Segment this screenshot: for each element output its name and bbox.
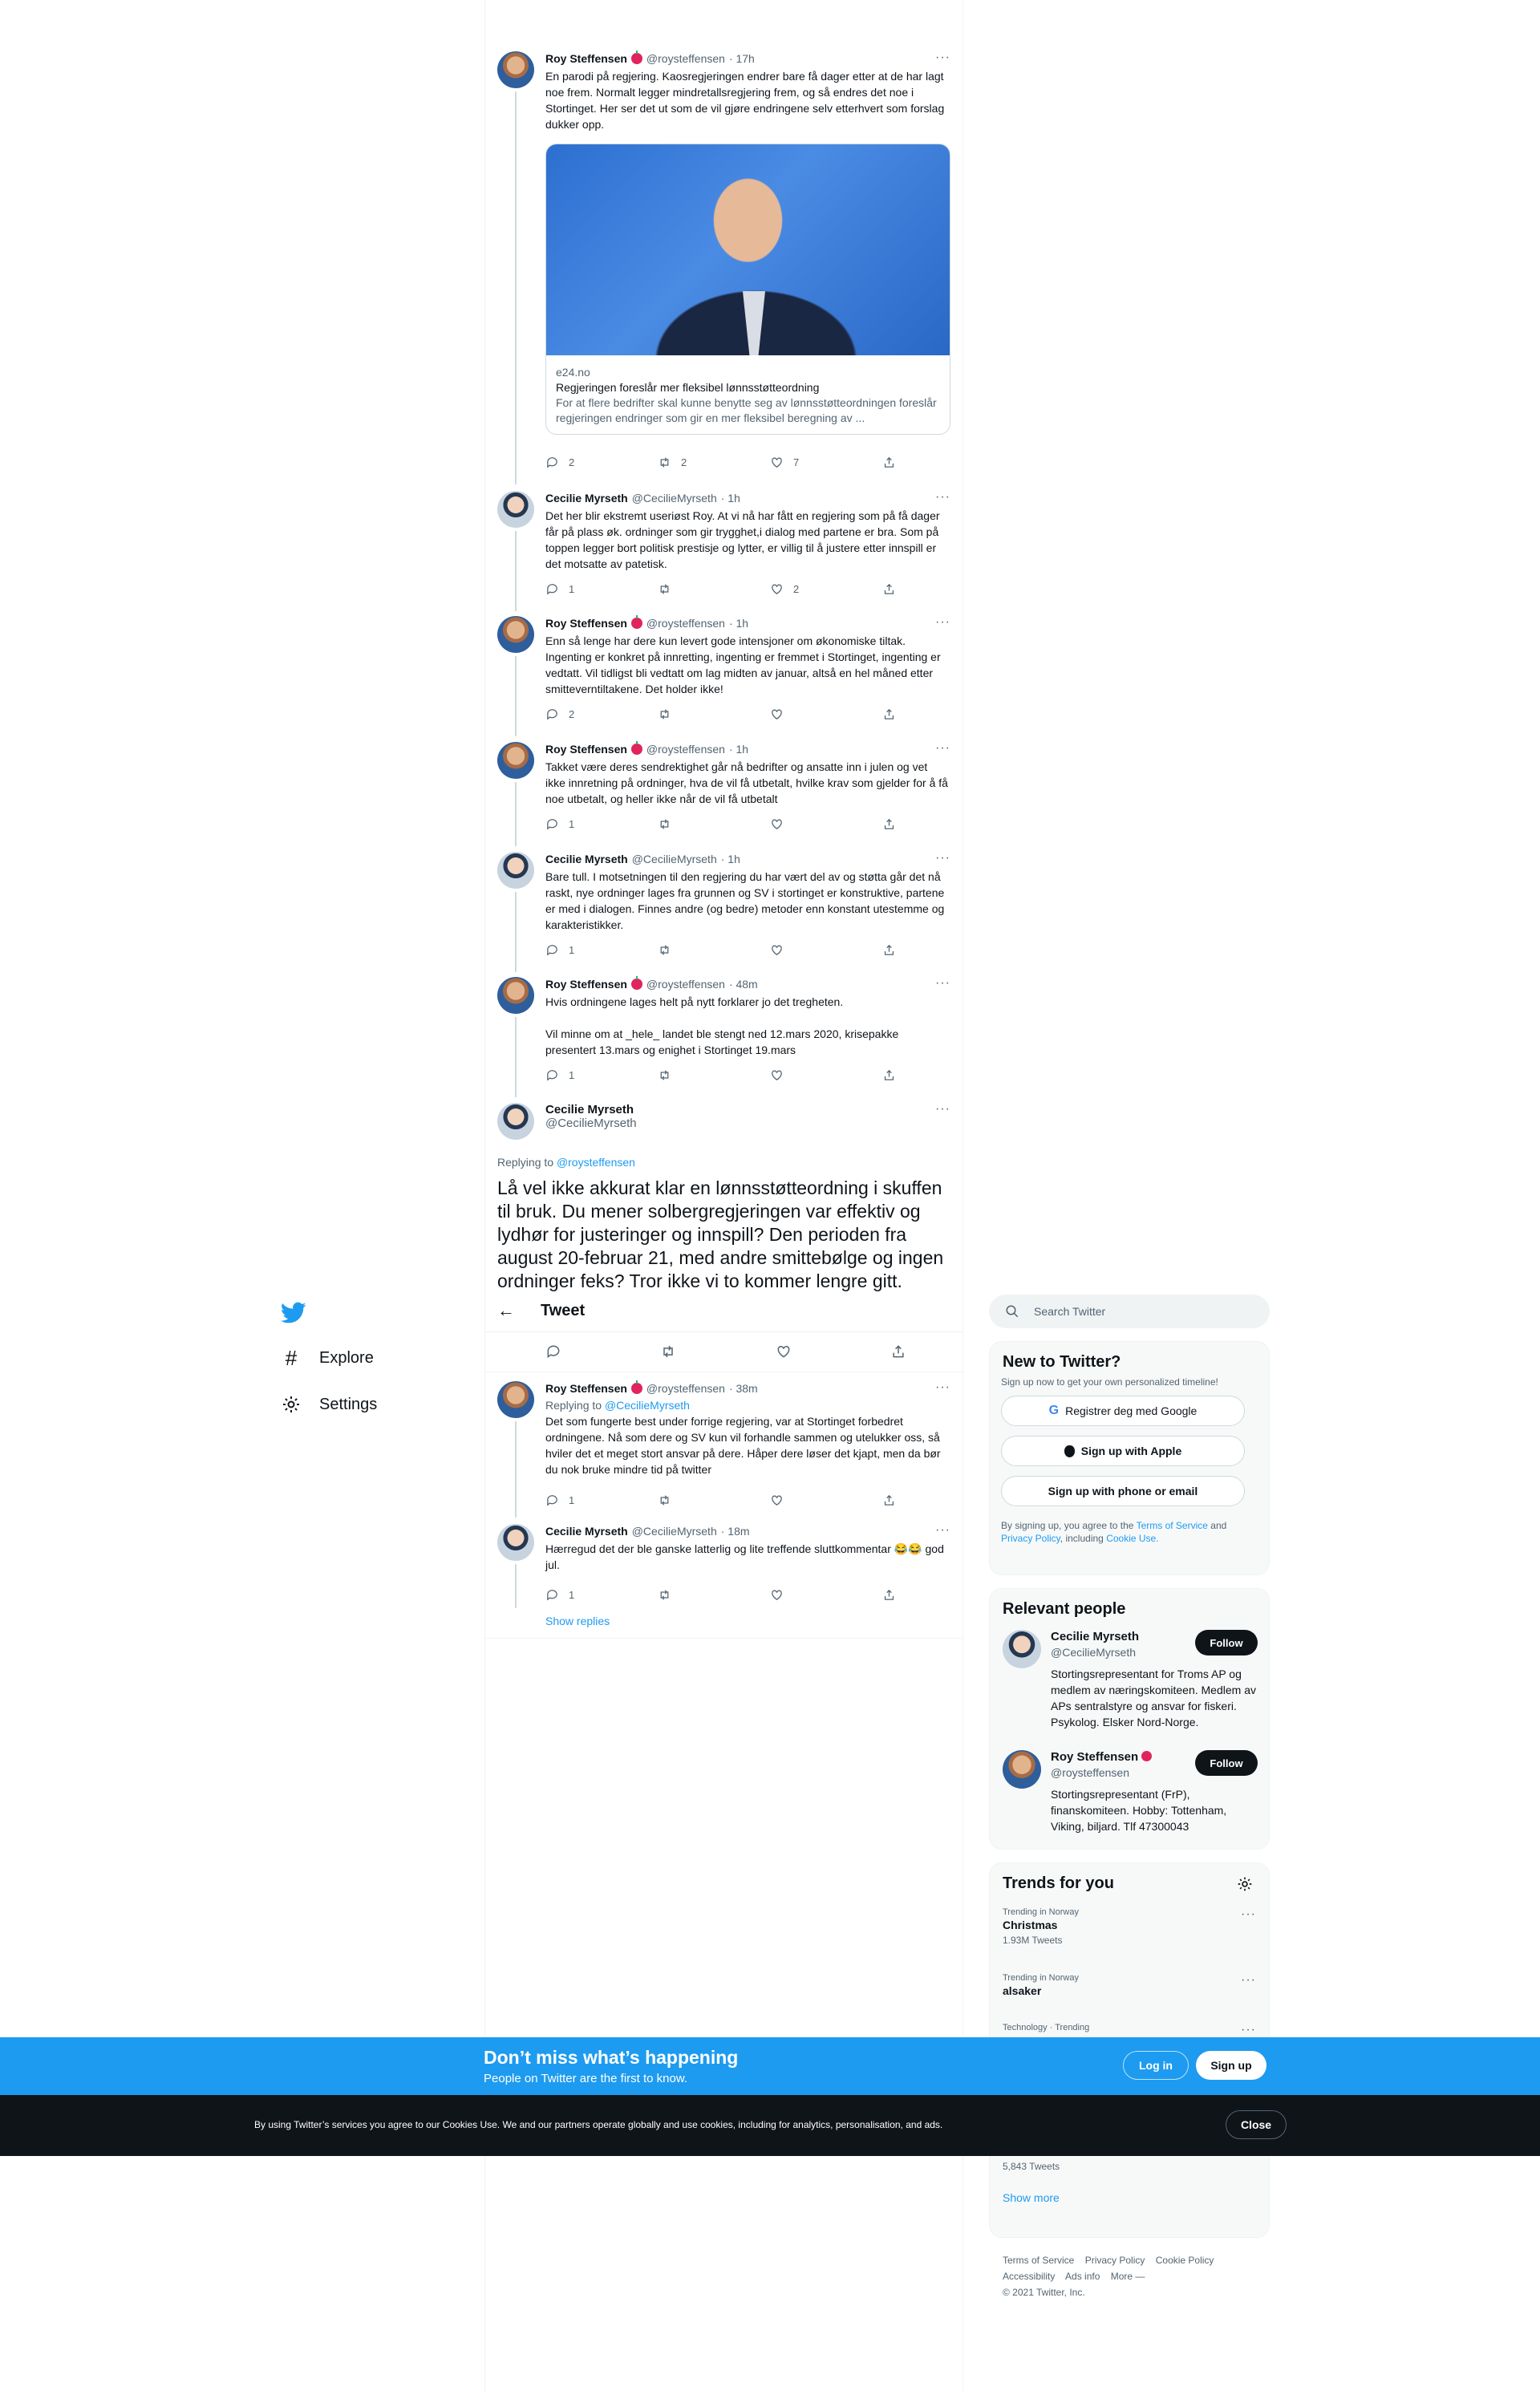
like-button[interactable] xyxy=(776,1343,840,1360)
nav-settings-label: Settings xyxy=(319,1395,378,1413)
retweet-button[interactable] xyxy=(658,1587,722,1603)
author-handle[interactable]: @CecilieMyrseth xyxy=(545,1116,637,1130)
replying-to-link[interactable]: @CecilieMyrseth xyxy=(604,1399,690,1412)
tweet-time[interactable]: · 17h xyxy=(728,52,755,65)
avatar[interactable] xyxy=(497,742,534,779)
heart-icon xyxy=(776,1343,792,1360)
tweet-actions xyxy=(545,454,898,470)
trend-context: Trending in Norway xyxy=(1003,1973,1079,1983)
person-bio: Stortingsrepresentant for Troms AP og medlem av næringskomiteen. Medlem av APs sentralstyre og ansvar for fiskeri. Psykolog. Elsker Nord-Norge. xyxy=(1051,1668,1256,1728)
retweet-button[interactable] xyxy=(658,816,722,832)
signup-legal: By signing up, you agree to the Terms of Service and Privacy Policy, including Cookie Use. xyxy=(1001,1520,1227,1544)
reply-icon xyxy=(545,1343,561,1360)
author-name[interactable]: Roy Steffensen xyxy=(545,617,627,630)
retweet-button[interactable] xyxy=(658,1067,722,1083)
more-options-icon[interactable]: ··· xyxy=(935,615,950,629)
reply-tweet[interactable] xyxy=(485,1524,962,1608)
reply-button[interactable]: 1 xyxy=(545,1067,610,1083)
retweet-icon xyxy=(658,1588,671,1602)
avatar[interactable] xyxy=(497,491,534,528)
reply-button[interactable]: 1 xyxy=(545,942,610,958)
link-card[interactable] xyxy=(545,144,950,435)
reply-icon xyxy=(545,1588,559,1602)
tweet-text: Hvis ordningene lages helt på nytt forklarer jo det tregheten. Vil minne om at _hele_ landet ble stengt ned 12.mars 2020, krisepakke presentert 13.mars og enighet i Stortinget 19.mars xyxy=(545,995,899,1056)
tweet-actions xyxy=(545,1492,898,1508)
heart-icon xyxy=(770,582,784,596)
thread-line xyxy=(515,1564,517,1608)
share-icon xyxy=(882,1068,896,1082)
panel-title: New to Twitter? xyxy=(1003,1353,1121,1371)
privacy-link[interactable]: Privacy Policy xyxy=(1001,1533,1060,1544)
login-button[interactable]: Log in xyxy=(1123,2051,1189,2080)
share-button[interactable] xyxy=(882,1587,898,1603)
replying-to: Replying to @roysteffensen xyxy=(497,1156,635,1169)
tweet[interactable] xyxy=(485,51,962,484)
page-header xyxy=(485,1293,962,1328)
like-button[interactable]: 2 xyxy=(770,581,834,597)
show-more-link[interactable]: Show more xyxy=(1003,2191,1060,2204)
replying-to-link[interactable]: @roysteffensen xyxy=(556,1156,635,1169)
author-handle[interactable]: @roysteffensen xyxy=(646,743,725,756)
retweet-button[interactable] xyxy=(658,706,722,722)
author-name[interactable]: Cecilie Myrseth xyxy=(545,853,628,865)
tweet-actions xyxy=(545,1067,898,1083)
signup-banner-headline: Don’t miss what’s happening xyxy=(484,2047,739,2068)
more-options-icon[interactable]: ··· xyxy=(935,741,950,755)
heart-icon xyxy=(770,1493,784,1507)
like-button[interactable] xyxy=(770,706,834,722)
heart-icon xyxy=(770,817,784,831)
author-handle[interactable]: @CecilieMyrseth xyxy=(631,853,717,865)
trend-item[interactable] xyxy=(990,1968,1269,2018)
heart-icon xyxy=(770,1588,784,1602)
reply-tweet[interactable] xyxy=(485,1381,962,1518)
more-options-icon[interactable]: ··· xyxy=(935,851,950,865)
more-options-icon[interactable]: ··· xyxy=(935,1523,950,1537)
apple-emoji-icon xyxy=(1141,1751,1152,1761)
retweet-icon xyxy=(658,1493,671,1507)
retweet-icon xyxy=(658,582,671,596)
tweet-text: Det her blir ekstremt useriøst Roy. At vi nå har fått en regjering som på få dager får på plass øk. ordninger som gir trygghet,i dialog med partene er bra. Som på toppen legger bort politisk prestisje og lytter, er villig til å justere etter innspill er det motsatte av patetisk. xyxy=(545,509,940,570)
thread-line xyxy=(515,656,517,736)
avatar[interactable] xyxy=(497,51,534,88)
reply-button[interactable]: 1 xyxy=(545,816,610,832)
heart-icon xyxy=(770,943,784,957)
like-button[interactable] xyxy=(770,1587,834,1603)
author-handle[interactable]: @roysteffensen xyxy=(646,978,725,991)
share-button[interactable] xyxy=(882,1067,898,1083)
relevant-people-panel xyxy=(989,1588,1270,1850)
tweet-time[interactable]: · 1h xyxy=(728,617,749,630)
nav-settings[interactable] xyxy=(281,1394,377,1415)
trend-context: Trending in Norway xyxy=(1003,1907,1079,1917)
footer-privacy-link[interactable]: Privacy Policy xyxy=(1084,2255,1145,2266)
reply-icon xyxy=(545,1068,559,1082)
share-button[interactable] xyxy=(882,1492,898,1508)
tweet-header xyxy=(545,1381,950,1396)
thread-line xyxy=(515,892,517,972)
trend-name: alsaker xyxy=(1003,1984,1042,1997)
like-button[interactable] xyxy=(770,1067,834,1083)
trend-count: 1.93M Tweets xyxy=(1003,1935,1063,1946)
card-image xyxy=(546,144,950,355)
share-icon xyxy=(882,1588,896,1602)
tweet-text: Det som fungerte best under forrige regjering, var at Stortinget forbedret ordningene. Nå som dere og SV kun vil forhandle sammen og utelukker oss, så hviler det et meget stort ansvar på dere. Håper dere løser det kjapt, men da bør du nok bruke mindre tid på twitter xyxy=(545,1415,941,1476)
google-icon: G xyxy=(1048,1404,1060,1417)
tweet-actions xyxy=(545,942,898,958)
thread-line xyxy=(515,1017,517,1097)
signup-button[interactable]: Sign up xyxy=(1196,2051,1266,2080)
person-bio: Stortingsrepresentant (FrP), finanskomiteen. Hobby: Tottenham, Viking, biljard. Tlf 47300043 xyxy=(1051,1788,1227,1833)
follow-button[interactable]: Follow xyxy=(1195,1630,1258,1655)
tweet-actions xyxy=(545,706,898,722)
tweet-header xyxy=(545,852,950,866)
tweet-text: Takket være deres sendrektighet går nå bedrifter og ansatte inn i julen og vet ikke innretning på ordninger, hva de vil få utbetalt, hvilke krav som gjelder for å få noe utbetalt, og heller ikke når de vil få utbetalt xyxy=(545,760,948,805)
signup-banner xyxy=(0,2037,1540,2095)
new-to-twitter-panel xyxy=(989,1341,1270,1575)
person-card[interactable] xyxy=(990,1630,1269,1750)
author-name[interactable]: Roy Steffensen xyxy=(545,978,627,991)
person-name[interactable]: Roy Steffensen xyxy=(1051,1750,1152,1764)
signup-banner-subtitle: People on Twitter are the first to know. xyxy=(484,2072,688,2085)
apple-emoji-icon xyxy=(631,53,642,64)
page-title: Tweet xyxy=(541,1301,586,1319)
apple-emoji-icon xyxy=(631,1383,642,1394)
retweet-button[interactable] xyxy=(660,1343,724,1360)
author-name[interactable]: Cecilie Myrseth xyxy=(545,492,628,505)
author-handle[interactable]: @roysteffensen xyxy=(646,1382,725,1395)
share-button[interactable] xyxy=(882,816,898,832)
tweet-header xyxy=(545,977,950,991)
divider xyxy=(485,1331,962,1332)
reply-button[interactable]: 2 xyxy=(545,706,610,722)
trend-name: Christmas xyxy=(1003,1919,1058,1931)
show-replies-link[interactable]: Show replies xyxy=(545,1615,610,1627)
tweet-header xyxy=(545,491,950,505)
gear-icon[interactable] xyxy=(1237,1876,1253,1896)
reply-icon xyxy=(545,943,559,957)
person-name[interactable]: Cecilie Myrseth xyxy=(1051,1630,1140,1643)
reply-icon xyxy=(545,456,559,469)
retweet-button[interactable]: 2 xyxy=(658,454,722,470)
author-name[interactable]: Roy Steffensen xyxy=(545,52,627,65)
footer-copyright: © 2021 Twitter, Inc. xyxy=(1003,2287,1085,2298)
retweet-icon xyxy=(658,943,671,957)
panel-subtitle: Sign up now to get your own personalized timeline! xyxy=(1001,1376,1218,1388)
avatar[interactable] xyxy=(1003,1630,1041,1668)
cookie-banner-text: By using Twitter’s services you agree to our Cookies Use. We and our partners operate globally and use cookies, including for analytics, personalisation, and ads. xyxy=(254,2119,943,2130)
tweet-actions xyxy=(545,816,898,832)
more-options-icon[interactable]: ··· xyxy=(1241,2023,1256,2036)
footer-more-link[interactable]: More — xyxy=(1110,2271,1145,2282)
apple-emoji-icon xyxy=(631,979,642,990)
cookie-link[interactable]: Cookie Use. xyxy=(1106,1533,1159,1544)
more-options-icon[interactable]: ··· xyxy=(1241,1973,1256,1987)
like-button[interactable] xyxy=(770,1492,834,1508)
tweet-header xyxy=(545,1524,950,1538)
terms-link[interactable]: Terms of Service xyxy=(1136,1520,1208,1531)
replying-to: Replying to @CecilieMyrseth xyxy=(545,1399,690,1412)
retweet-button[interactable] xyxy=(658,581,722,597)
tweet-actions xyxy=(545,1587,898,1603)
author-name[interactable]: Roy Steffensen xyxy=(545,1382,627,1395)
reply-button[interactable]: 1 xyxy=(545,581,610,597)
more-options-icon[interactable]: ··· xyxy=(1241,1907,1256,1921)
google-signup-button[interactable]: G Registrer deg med Google xyxy=(1001,1396,1245,1426)
footer-ads-link[interactable]: Ads info xyxy=(1065,2271,1100,2282)
thread-line xyxy=(515,782,517,846)
tweet-time[interactable]: · 18m xyxy=(720,1525,750,1538)
like-button[interactable] xyxy=(770,816,834,832)
heart-icon xyxy=(770,707,784,721)
share-icon xyxy=(882,582,896,596)
reply-icon xyxy=(545,1493,559,1507)
avatar[interactable] xyxy=(497,852,534,889)
tweet[interactable] xyxy=(485,977,962,1097)
nav-explore[interactable] xyxy=(281,1347,374,1368)
footer-accessibility-link[interactable]: Accessibility xyxy=(1003,2271,1056,2282)
search-icon xyxy=(1005,1304,1019,1319)
search-placeholder: Search Twitter xyxy=(1034,1305,1106,1318)
person-handle[interactable]: @roysteffensen xyxy=(1051,1766,1130,1779)
share-button[interactable] xyxy=(882,454,898,470)
card-title: Regjeringen foreslår mer fleksibel lønnsstøtteordning xyxy=(556,381,820,394)
share-button[interactable] xyxy=(882,581,898,597)
tweet-text: Hærregud det der ble ganske latterlig og lite treffende sluttkommentar 😂😂 god jul. xyxy=(545,1542,944,1571)
tweet-header xyxy=(545,742,950,756)
retweet-icon xyxy=(658,1068,671,1082)
follow-button[interactable]: Follow xyxy=(1195,1750,1258,1776)
panel-title: Relevant people xyxy=(1003,1600,1126,1618)
reply-icon xyxy=(545,582,559,596)
avatar[interactable] xyxy=(1003,1750,1041,1789)
trend-item[interactable] xyxy=(990,1903,1269,1968)
thread-line xyxy=(515,531,517,611)
tweet[interactable] xyxy=(485,616,962,736)
retweet-icon xyxy=(660,1343,676,1360)
phone-email-signup-button[interactable]: Sign up with phone or email xyxy=(1001,1476,1245,1506)
heart-icon xyxy=(770,1068,784,1082)
avatar[interactable] xyxy=(497,616,534,653)
heart-icon xyxy=(770,456,784,469)
share-icon xyxy=(882,1493,896,1507)
retweet-icon xyxy=(658,456,671,469)
thread-line xyxy=(515,1421,517,1518)
thread-line xyxy=(515,91,517,484)
share-icon xyxy=(882,943,896,957)
apple-signup-button[interactable]: Sign up with Apple xyxy=(1001,1436,1245,1466)
divider xyxy=(485,1638,962,1639)
reply-button[interactable] xyxy=(545,1343,610,1360)
back-arrow-icon[interactable]: ← xyxy=(497,1300,515,1320)
person-card[interactable] xyxy=(990,1750,1269,1838)
author-name[interactable]: Cecilie Myrseth xyxy=(545,1525,628,1538)
tweet-time[interactable]: · 48m xyxy=(728,978,758,991)
like-button[interactable]: 7 xyxy=(770,454,834,470)
apple-emoji-icon xyxy=(631,744,642,755)
more-options-icon[interactable]: ··· xyxy=(935,976,950,990)
column-border-right xyxy=(962,0,963,2391)
reply-button[interactable]: 1 xyxy=(545,1587,610,1603)
author-handle[interactable]: @roysteffensen xyxy=(646,617,725,630)
nav-explore-label: Explore xyxy=(319,1348,374,1367)
reply-icon xyxy=(545,817,559,831)
share-icon xyxy=(882,456,896,469)
author-name[interactable]: Roy Steffensen xyxy=(545,743,627,756)
cookie-banner xyxy=(0,2095,1540,2156)
avatar[interactable] xyxy=(497,977,534,1014)
avatar[interactable] xyxy=(497,1103,534,1140)
tweet-time[interactable]: · 1h xyxy=(720,853,740,865)
avatar[interactable] xyxy=(497,1381,534,1418)
cookie-close-button[interactable]: Close xyxy=(1226,2110,1287,2139)
card-description: For at flere bedrifter skal kunne benytte seg av lønnsstøtteordningen foreslår regjeringen endringer som gir en mer fleksibel beregning av ... xyxy=(556,396,937,424)
tweet[interactable] xyxy=(485,852,962,972)
tweet-time[interactable]: · 38m xyxy=(728,1382,758,1395)
retweet-button[interactable] xyxy=(658,1492,722,1508)
tweet-header xyxy=(545,616,950,630)
focused-tweet-text: Lå vel ikke akkurat klar en lønnsstøtteordning i skuffen til bruk. Du mener solbergregjeringen var effektiv og lydhør for justeringer og innspill? Den perioden fra august 20-februar 21, med andre smittebølge og ingen ordninger feks? Tror ikke vi to kommer lengre gitt. xyxy=(497,1177,944,1291)
footer-links xyxy=(1003,2252,1259,2300)
more-options-icon[interactable]: ··· xyxy=(935,1102,950,1116)
reply-icon xyxy=(545,707,559,721)
retweet-icon xyxy=(658,817,671,831)
more-options-icon[interactable]: ··· xyxy=(935,51,950,64)
share-icon xyxy=(882,817,896,831)
like-button[interactable] xyxy=(770,942,834,958)
share-button[interactable] xyxy=(890,1343,906,1360)
more-options-icon[interactable]: ··· xyxy=(935,1380,950,1394)
tweet-time[interactable]: · 1h xyxy=(728,743,749,756)
person-handle[interactable]: @CecilieMyrseth xyxy=(1051,1646,1137,1659)
share-icon xyxy=(890,1343,906,1360)
footer-cookie-link[interactable]: Cookie Policy xyxy=(1155,2255,1214,2266)
share-button[interactable] xyxy=(882,706,898,722)
retweet-icon xyxy=(658,707,671,721)
avatar[interactable] xyxy=(497,1524,534,1561)
author-name[interactable]: Cecilie Myrseth xyxy=(545,1103,634,1116)
twitter-logo-icon[interactable] xyxy=(281,1302,306,1324)
trend-context: Technology · Trending xyxy=(1003,2023,1090,2032)
tweet[interactable] xyxy=(485,491,962,611)
tweet-text: Bare tull. I motsetningen til den regjering du har vært del av og støtta går det nå raskt, nye ordninger lages fra grunnen og SV i stortinget er konstruktive, partene er med i dialogen. Finnes andre (og bedre) metoder enn konstant utestemme og karakteristikker. xyxy=(545,870,945,931)
tweet-actions xyxy=(545,581,898,597)
reply-button[interactable]: 1 xyxy=(545,1492,610,1508)
tweet-header xyxy=(545,51,950,66)
search-input[interactable] xyxy=(989,1295,1270,1328)
share-icon xyxy=(882,707,896,721)
author-handle[interactable]: @roysteffensen xyxy=(646,52,725,65)
reply-button[interactable]: 2 xyxy=(545,454,610,470)
tweet-time[interactable]: · 1h xyxy=(720,492,740,505)
apple-logo-icon xyxy=(1064,1445,1075,1457)
hashtag-icon: # xyxy=(285,1345,298,1370)
footer-terms-link[interactable]: Terms of Service xyxy=(1003,2255,1075,2266)
card-domain: e24.no xyxy=(556,366,590,379)
tweet-text: En parodi på regjering. Kaosregjeringen endrer bare få dager etter at de har lagt noe frem. Normalt legger mindretallsregjering frem, og så endres det noe i Stortinget. Her ser det ut som de vil gjøre endringene selv etterhvert som forslag dukker opp. xyxy=(545,70,945,131)
author-handle[interactable]: @CecilieMyrseth xyxy=(631,1525,717,1538)
trend-count: 5,843 Tweets xyxy=(1003,2161,1060,2172)
focused-tweet-actions xyxy=(545,1343,906,1360)
panel-title: Trends for you xyxy=(1003,1874,1114,1892)
author-handle[interactable]: @CecilieMyrseth xyxy=(631,492,717,505)
share-button[interactable] xyxy=(882,942,898,958)
gear-icon xyxy=(281,1394,302,1415)
retweet-button[interactable] xyxy=(658,942,722,958)
tweet[interactable] xyxy=(485,742,962,846)
focused-tweet xyxy=(485,1103,962,1183)
apple-emoji-icon xyxy=(631,618,642,629)
more-options-icon[interactable]: ··· xyxy=(935,490,950,504)
tweet-text: Enn så lenge har dere kun levert gode intensjoner om økonomiske tiltak. Ingenting er konkret på innretting, ingenting er fremmet i Stortinget, ingenting er vedtatt. Vil tidligst bli vedtatt om lag midten av januar, altså en hel måned etter smitteverntiltakene. Det holder ikke! xyxy=(545,634,941,695)
